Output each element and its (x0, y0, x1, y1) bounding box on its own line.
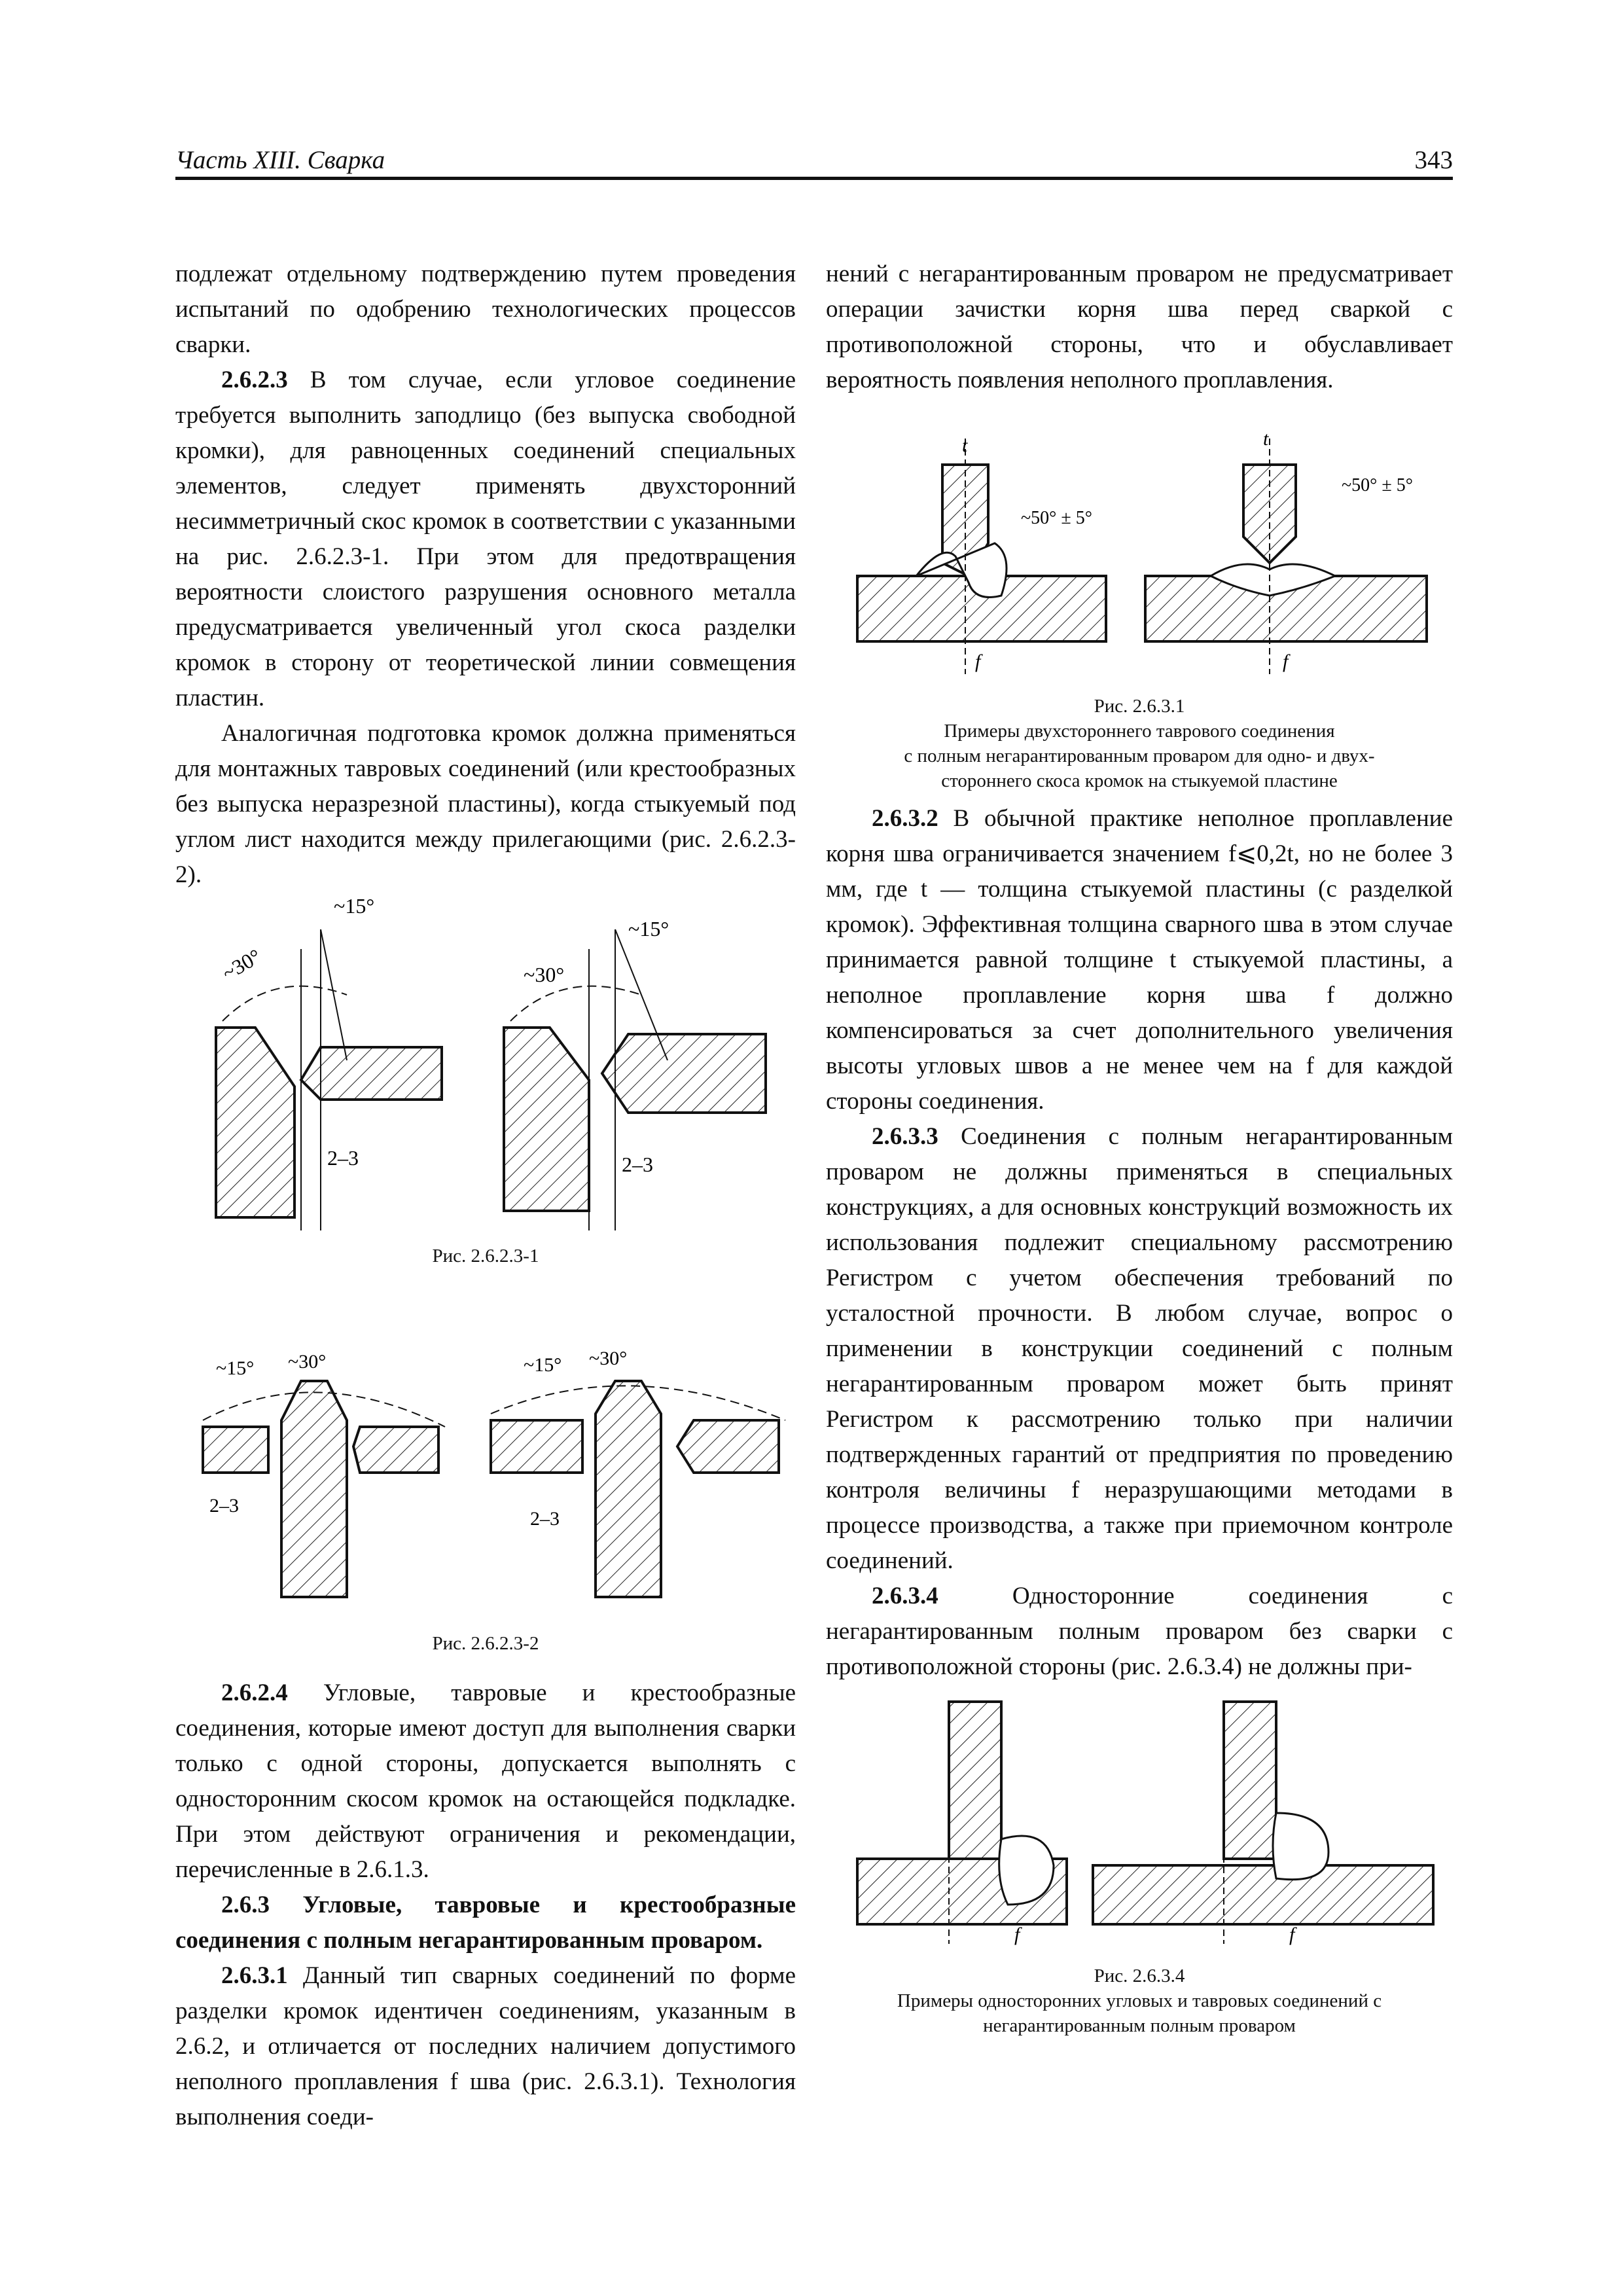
clause-number: 2.6.3.4 (872, 1583, 938, 1609)
section-heading-2-6-3 (175, 1888, 796, 1958)
left-column (175, 257, 796, 893)
figure-caption: Рис. 2.6.2.3-2 (432, 1633, 539, 1654)
right-column-middle (826, 801, 1453, 1685)
angle-15-label: ~15° (334, 894, 375, 918)
caption-line: Примеры двухстороннего таврового соединения (944, 721, 1335, 742)
right-plate (677, 1420, 779, 1473)
caption-line: с полным негарантированным проваром для одно- и двух- (904, 745, 1375, 766)
clause-number: 2.6.3.3 (872, 1123, 938, 1150)
paragraph-2-6-3-3 (826, 1119, 1453, 1579)
right-column (826, 257, 1453, 398)
clause-number: 2.6.3.2 (872, 805, 938, 832)
clause-text: Угловые, тавровые и крестообразные соединения, которые имеют доступ для выполнения сварки только с одной стороны, допускается выполнять с односторонним скосом кромок на остающейся подкладке. При этом действуют ограничения и рекомендации, перечисленные в 2.6.1.3. (175, 1679, 796, 1883)
page-number: 343 (1414, 146, 1453, 174)
vertical-plate (504, 1028, 589, 1211)
angle-30-label: ~30° (589, 1348, 628, 1369)
horizontal-plate (602, 1034, 766, 1113)
caption-line: Примеры односторонних угловых и тавровых соединений с (897, 1990, 1382, 2011)
paragraph-2-6-2-4 (175, 1676, 796, 1888)
gap-label: 2–3 (530, 1508, 560, 1530)
figure-title: Рис. 2.6.3.1 (1094, 696, 1185, 717)
gap-label: 2–3 (327, 1146, 359, 1170)
vertical-plate (216, 1028, 294, 1217)
right-plate (353, 1427, 438, 1473)
angle-30-label: ~30° (524, 963, 565, 986)
caption-line: негарантированным полным проваром (983, 2015, 1296, 2036)
thickness-label: t (962, 435, 968, 456)
left-column-lower (175, 1676, 796, 2135)
clause-text: Односторонние соединения с негарантированным полным проваром без сварки с противоположной стороны (рис. 2.6.3.4) не должны при- (826, 1583, 1453, 1680)
angle-30-label: ~30° (218, 944, 265, 985)
figure-title: Рис. 2.6.3.4 (1094, 1965, 1185, 1986)
clause-text: Соединения с полным негарантированным проваром не должны применяться в специальных конструкциях, а для основных конструкций возможность их использования подлежит специальному рассмотрению Регистром с учетом обеспечения требований по усталостной прочности. В любом случае, вопрос о применении в конструкции соединений с полным негарантированным проваром может быть принят Регистром к рассмотрению только при наличии подтвержденных гарантий от предприятия по проведению контроля величины f неразрушающими методами в процессе производства, а также при приемочном контроле соединений. (826, 1123, 1453, 1574)
paragraph: нений с негарантированным проваром не предусматривает операции зачистки корня шва перед сваркой с противоположной стороны, что и обуславливает вероятность появления неполного проплавления. (826, 260, 1453, 393)
gap-label: 2–3 (209, 1495, 239, 1516)
figure-2-6-3-1 (844, 425, 1453, 687)
center-plate (281, 1381, 347, 1597)
clause-number: 2.6.2.4 (221, 1679, 288, 1706)
angle-15-label: ~15° (524, 1354, 562, 1376)
figure-caption: Рис. 2.6.2.3-1 (432, 1246, 539, 1266)
penetration-label: f (1289, 1924, 1295, 1945)
thickness-label: t (1263, 428, 1269, 450)
penetration-label: f (1014, 1924, 1020, 1945)
center-plate (596, 1381, 661, 1597)
angle-50-label: ~50° ± 5° (1342, 475, 1413, 495)
section-heading-text: 2.6.3 Угловые, тавровые и крестообразные соединения с полным негарантированным проваром. (175, 1892, 796, 1954)
paragraph-2-6-2-3 (175, 363, 796, 716)
weld-bead (1273, 1813, 1329, 1880)
penetration-label: f (1283, 651, 1289, 672)
figure-2-6-3-4 (844, 1695, 1453, 1950)
angle-15-label: ~15° (216, 1357, 255, 1379)
left-plate (491, 1420, 582, 1473)
clause-number: 2.6.2.3 (221, 367, 288, 393)
clause-number: 2.6.3.1 (221, 1962, 288, 1989)
section-title: Часть XIII. Сварка (175, 146, 385, 174)
paragraph-2-6-3-1 (175, 1958, 796, 2135)
clause-text: В обычной практике неполное проплавление корня шва ограничивается значением f⩽0,2t, но не более 3 мм, где t — толщина стыкуемой пластины (с разделкой кромок). Эффективная толщина сварного шва в этом случае принимается равной толщине t стыкуемой пластины, а неполное проплавление корня шва f должно компенсироваться за счет дополнительного увеличения высоты угловых швов a не менее чем на f для каждой стороны соединения. (826, 805, 1453, 1115)
paragraph: подлежат отдельному подтверждению путем проведения испытаний по одобрению технологических процессов сварки. (175, 260, 796, 358)
paragraph-2-6-3-4 (826, 1579, 1453, 1685)
left-plate (203, 1427, 268, 1473)
vertical-plate (1224, 1702, 1276, 1859)
vertical-plate (949, 1702, 1001, 1859)
angle-15-label: ~15° (628, 917, 669, 941)
header-rule (175, 177, 1453, 180)
angle-50-label: ~50° ± 5° (1021, 508, 1092, 528)
caption-line: стороннего скоса кромок на стыкуемой пластине (941, 770, 1338, 791)
figure-caption-2-6-3-4 (826, 1964, 1453, 2038)
figure-2-6-2-3-1 (196, 890, 798, 1276)
clause-text: В том случае, если угловое соединение требуется выполнить заподлицо (без выпуска свободной кромки), для равноценных соединений специальных элементов, следует применять двухсторонний несимметричный скос кромок в соответствии с указанными на рис. 2.6.2.3-1. При этом для предотвращения вероятности слоистого разрушения основного металла предусматривается увеличенный угол скоса разделки кромок в сторону от теоретической линии совмещения пластин. (175, 367, 796, 711)
figure-2-6-2-3-2 (190, 1348, 798, 1623)
page-header (175, 145, 1453, 179)
clause-text: Данный тип сварных соединений по форме разделки кромок идентичен соединениям, указанным в 2.6.2, и отличается от последних наличием допустимого неполного проплавления f шва (рис. 2.6.3.1). Технология выполнения соеди- (175, 1962, 796, 2130)
base-plate (1093, 1865, 1433, 1924)
figure-caption-2-6-3-1 (826, 694, 1453, 793)
paragraph-2-6-3-2 (826, 801, 1453, 1119)
gap-label: 2–3 (622, 1153, 653, 1176)
horizontal-plate (301, 1047, 442, 1100)
penetration-label: f (975, 651, 981, 672)
angle-30-label: ~30° (288, 1351, 327, 1372)
paragraph: Аналогичная подготовка кромок должна применяться для монтажных тавровых соединений (или крестообразных без выпуска неразрезной пластины), когда стыкуемый под углом лист находится между прилегающими (рис. 2.6.2.3-2). (175, 720, 796, 888)
